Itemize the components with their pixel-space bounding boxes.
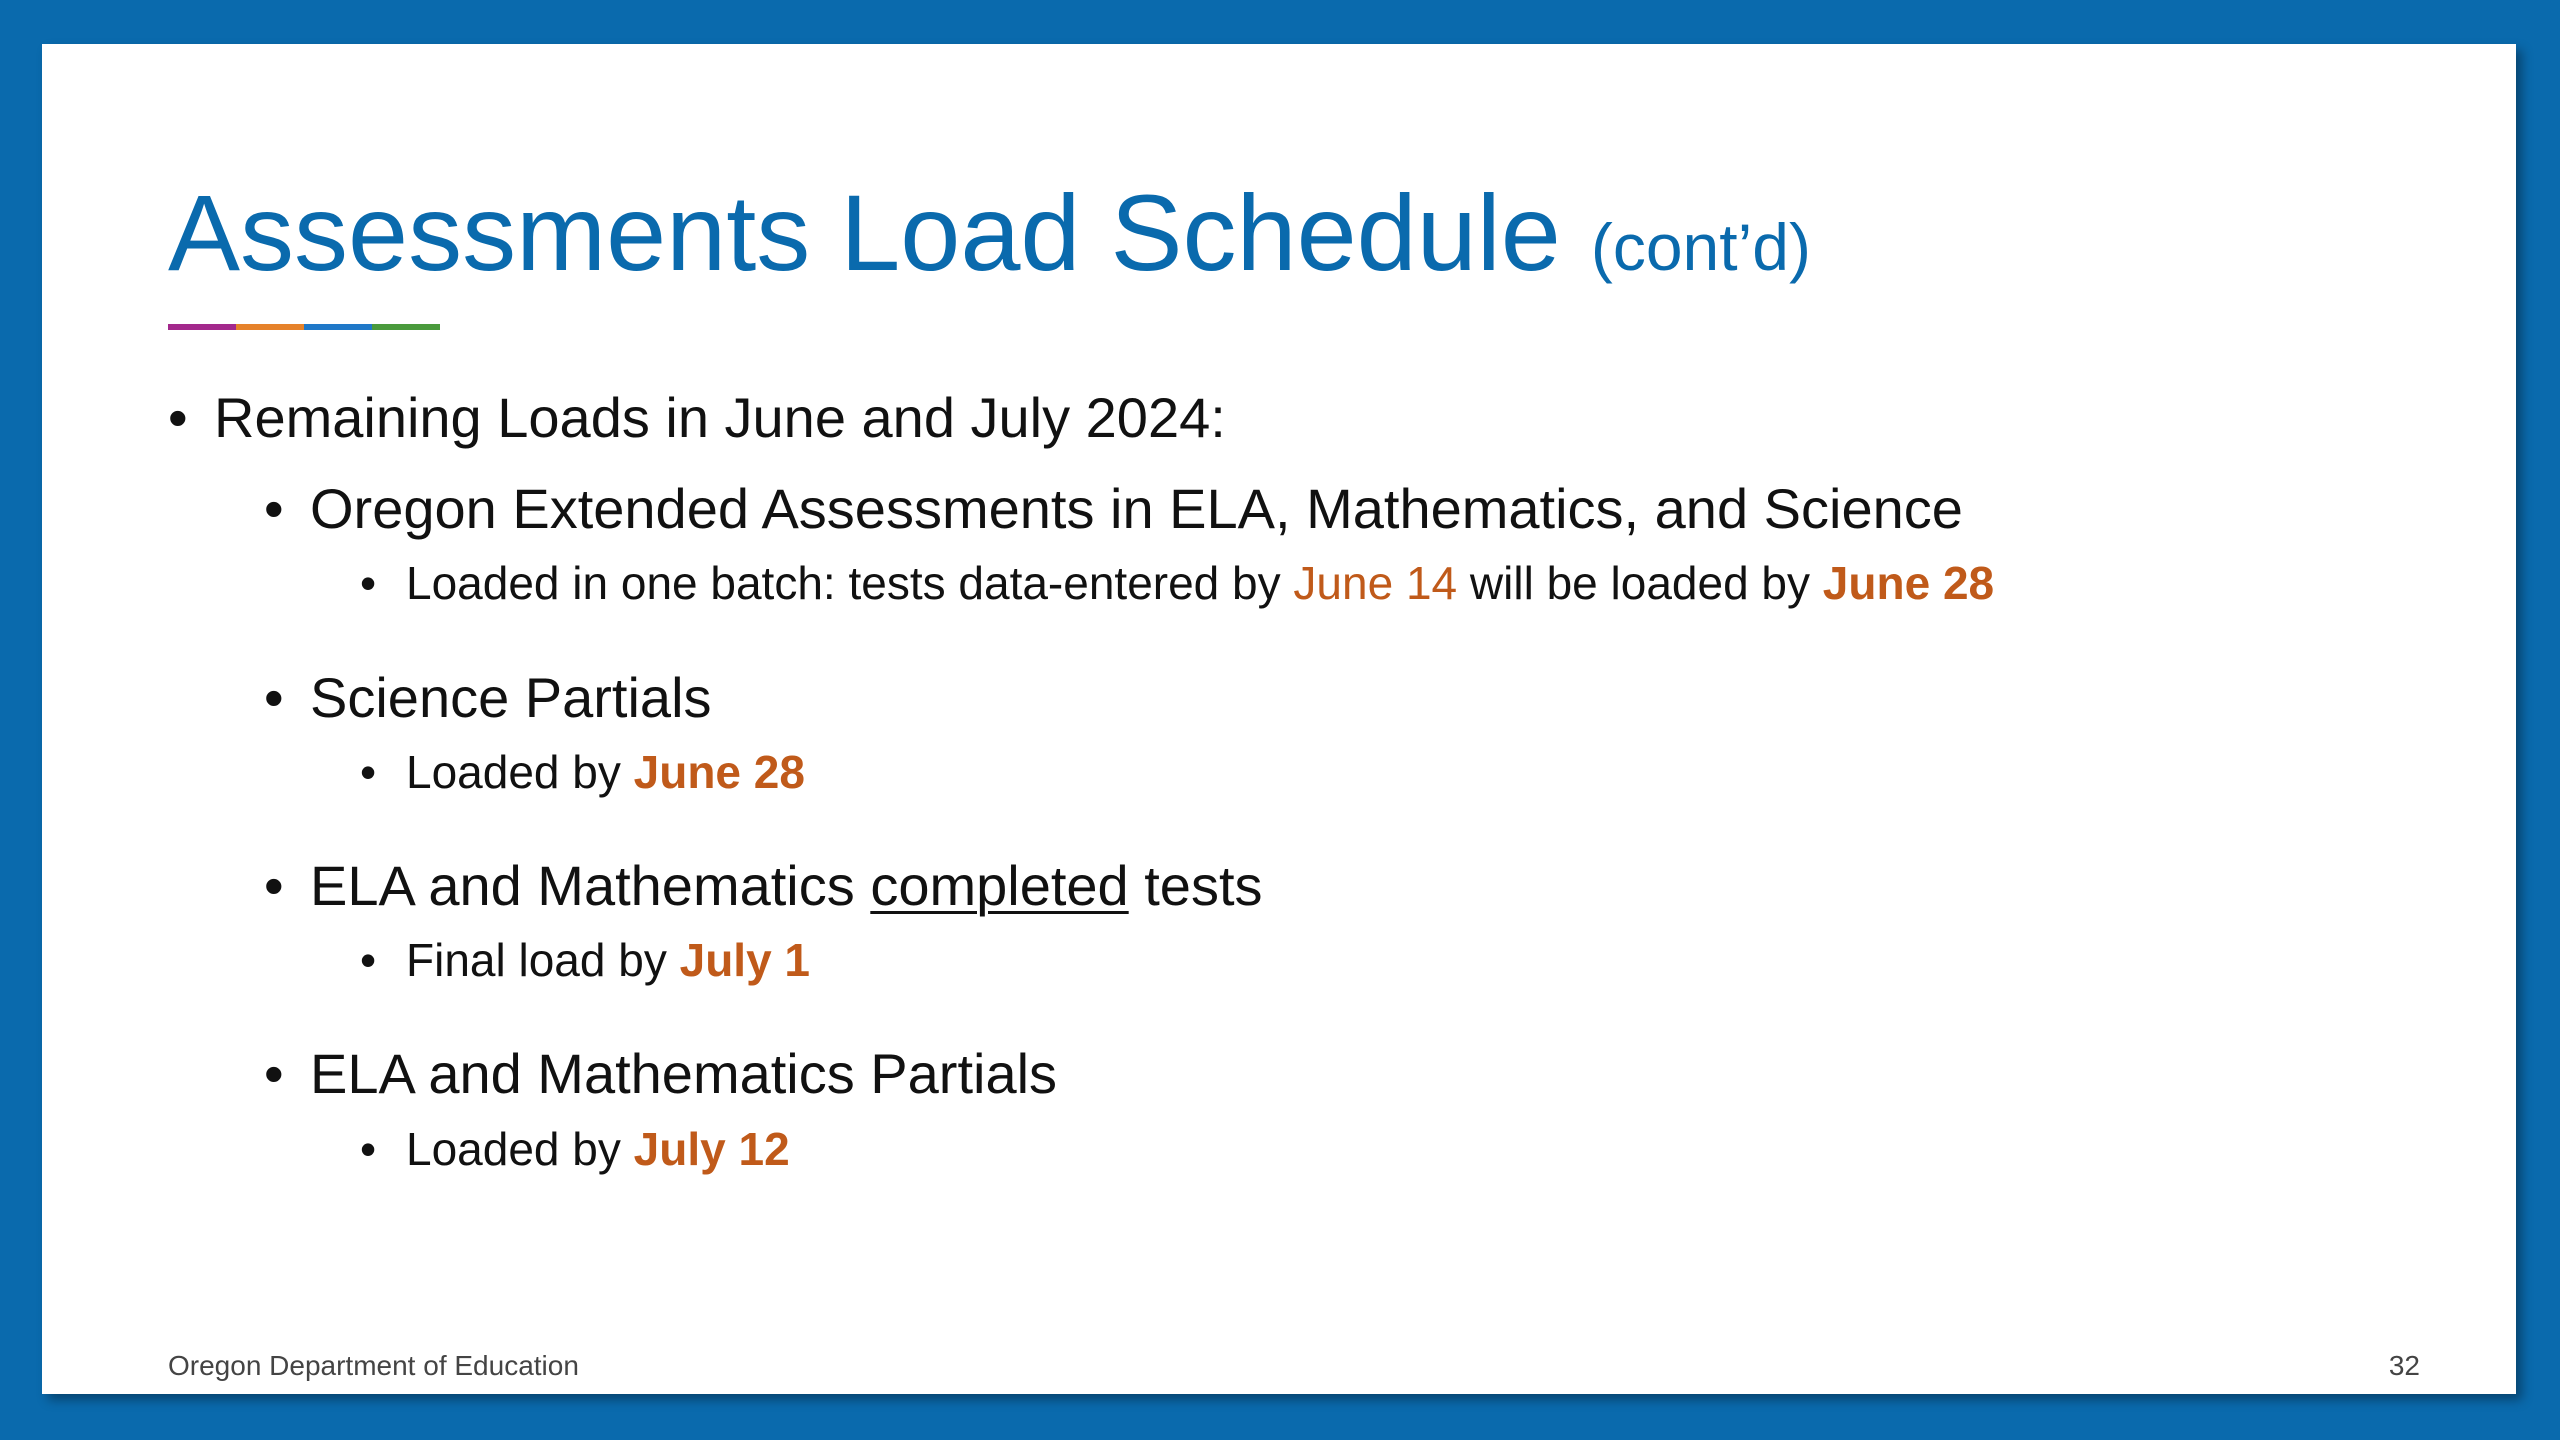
sub-bullet-partials-load	[168, 1122, 2418, 1177]
bullet-glyph: •	[360, 934, 377, 987]
bullet-glyph: •	[264, 477, 284, 541]
bullet-text	[310, 852, 1263, 919]
date-highlight-bold: June 28	[633, 745, 805, 798]
bullet-text: Remaining Loads in June and July 2024:	[214, 386, 1226, 449]
detail-text: Loaded by	[406, 1122, 634, 1175]
detail-text: will be loaded by	[1457, 557, 1823, 610]
accent-segment-green	[372, 324, 440, 330]
bullet-oregon-extended-assessments	[168, 475, 2418, 542]
bullet-glyph: •	[360, 1122, 377, 1175]
bullet-glyph: •	[264, 665, 284, 729]
detail-text: Loaded by	[406, 745, 634, 798]
date-highlight-bold: June 28	[1822, 557, 1995, 610]
sub-bullet-text	[406, 556, 1994, 611]
sub-bullet-science-partials-load	[168, 745, 2418, 800]
bullet-glyph: •	[360, 745, 377, 798]
bullet-ela-math-partials	[168, 1040, 2418, 1107]
footer-organization: Oregon Department of Education	[168, 1350, 579, 1381]
bullet-science-partials	[168, 664, 2418, 731]
accent-segment-orange	[236, 324, 304, 330]
detail-text: Loaded in one batch: tests data-entered by	[406, 557, 1294, 610]
sub-bullet-final-load	[168, 933, 2418, 988]
bullet-glyph: •	[168, 386, 188, 449]
date-highlight-bold: July 12	[633, 1122, 790, 1175]
sub-bullet-text	[406, 933, 810, 988]
label-text: tests	[1128, 853, 1263, 917]
accent-segment-magenta	[168, 324, 236, 330]
bullet-text: Science Partials	[310, 665, 712, 729]
sub-bullet-text	[406, 1122, 790, 1177]
bullet-text: Oregon Extended Assessments in ELA, Mathematics, and Science	[310, 477, 1963, 541]
sub-bullet-batch-load	[168, 556, 2418, 611]
bullet-remaining-loads	[168, 384, 2418, 451]
label-text: ELA and Mathematics	[310, 853, 871, 917]
slide-title-suffix: (cont’d)	[1590, 210, 1811, 284]
title-accent-rule	[168, 324, 440, 330]
bullet-glyph: •	[264, 853, 284, 917]
detail-text: Final load by	[406, 934, 680, 987]
accent-segment-blue	[304, 324, 372, 330]
slide-title	[168, 174, 1811, 293]
date-highlight-bold: July 1	[679, 934, 811, 987]
bullet-text: ELA and Mathematics Partials	[310, 1042, 1058, 1106]
slide	[42, 44, 2516, 1394]
bullet-list	[168, 384, 2418, 1229]
bullet-glyph: •	[360, 557, 377, 610]
date-highlight: June 14	[1293, 557, 1458, 610]
slide-title-text: Assessments Load Schedule	[168, 172, 1561, 293]
bullet-ela-math-completed	[168, 852, 2418, 919]
bullet-glyph: •	[264, 1042, 284, 1106]
footer-page-number: 32	[2388, 1350, 2420, 1381]
underlined-word: completed	[870, 853, 1129, 917]
sub-bullet-text	[406, 745, 805, 800]
